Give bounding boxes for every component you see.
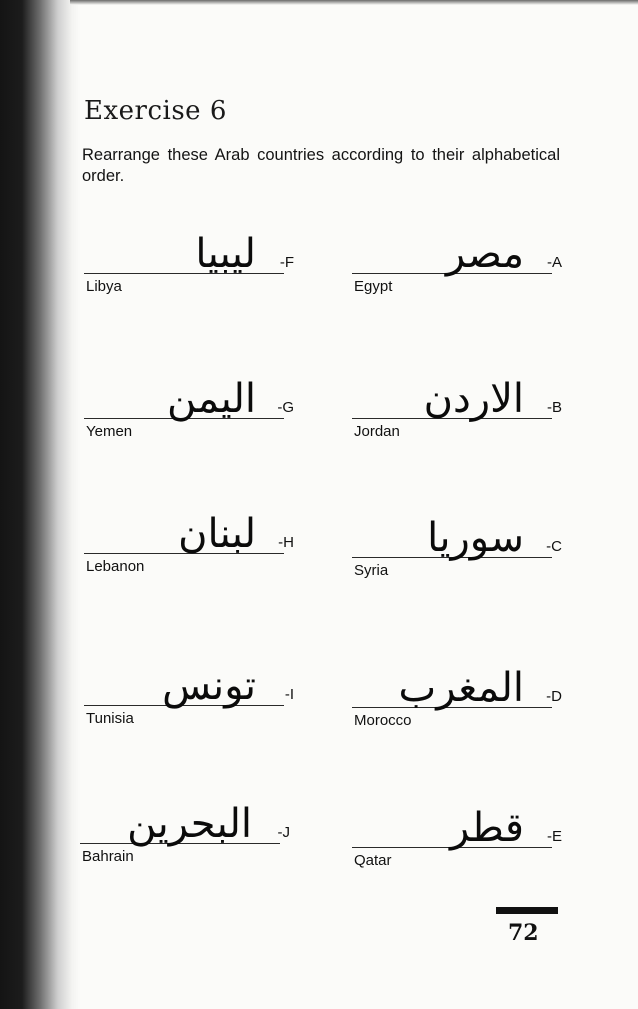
english-name: Yemen — [86, 423, 133, 440]
english-name: Lebanon — [86, 558, 145, 575]
entry-letter: -B — [547, 399, 562, 416]
arabic-word: البحرين — [127, 801, 252, 847]
arabic-word: الاردن — [423, 376, 524, 422]
arabic-word: اليمن — [167, 376, 256, 422]
entry-i — [84, 664, 294, 734]
book-spine-shadow — [0, 0, 80, 1009]
entry-letter: -G — [277, 399, 294, 416]
arabic-word: سوريا — [427, 515, 524, 561]
english-name: Libya — [86, 278, 122, 295]
english-name: Bahrain — [82, 848, 134, 865]
page-top-edge — [70, 0, 638, 5]
entry-c — [352, 516, 562, 586]
entry-letter: -I — [284, 686, 294, 703]
entry-letter: -C — [546, 538, 562, 555]
english-name: Syria — [354, 562, 389, 579]
entry-letter: -E — [547, 828, 562, 845]
arabic-word: قطر — [449, 805, 524, 851]
entry-a — [352, 232, 562, 302]
page-number: 72 — [508, 920, 539, 946]
arabic-word: مصر — [445, 231, 524, 277]
entry-e — [352, 806, 562, 876]
entry-letter: -D — [546, 688, 562, 705]
entry-letter: -F — [279, 254, 294, 271]
page-number-bar — [496, 907, 558, 914]
entry-g — [84, 377, 294, 447]
entry-f — [84, 232, 294, 302]
entry-h — [84, 512, 294, 582]
entry-letter: -H — [278, 534, 294, 551]
entry-letter: -J — [277, 824, 290, 841]
english-name: Egypt — [354, 278, 393, 295]
entry-letter: -A — [547, 254, 562, 271]
arabic-word: تونس — [162, 663, 256, 709]
arabic-word: المغرب — [398, 665, 524, 711]
exercise-title: Exercise 6 — [84, 96, 227, 126]
english-name: Morocco — [354, 712, 412, 729]
english-name: Jordan — [354, 423, 400, 440]
arabic-word: ليبيا — [195, 231, 256, 277]
arabic-word: لبنان — [178, 511, 256, 557]
entry-b — [352, 377, 562, 447]
english-name: Tunisia — [86, 710, 134, 727]
entry-d — [352, 666, 562, 736]
english-name: Qatar — [354, 852, 392, 869]
exercise-instruction: Rearrange these Arab countries according to their alphabetical order. — [82, 146, 560, 185]
entry-j — [80, 802, 290, 872]
